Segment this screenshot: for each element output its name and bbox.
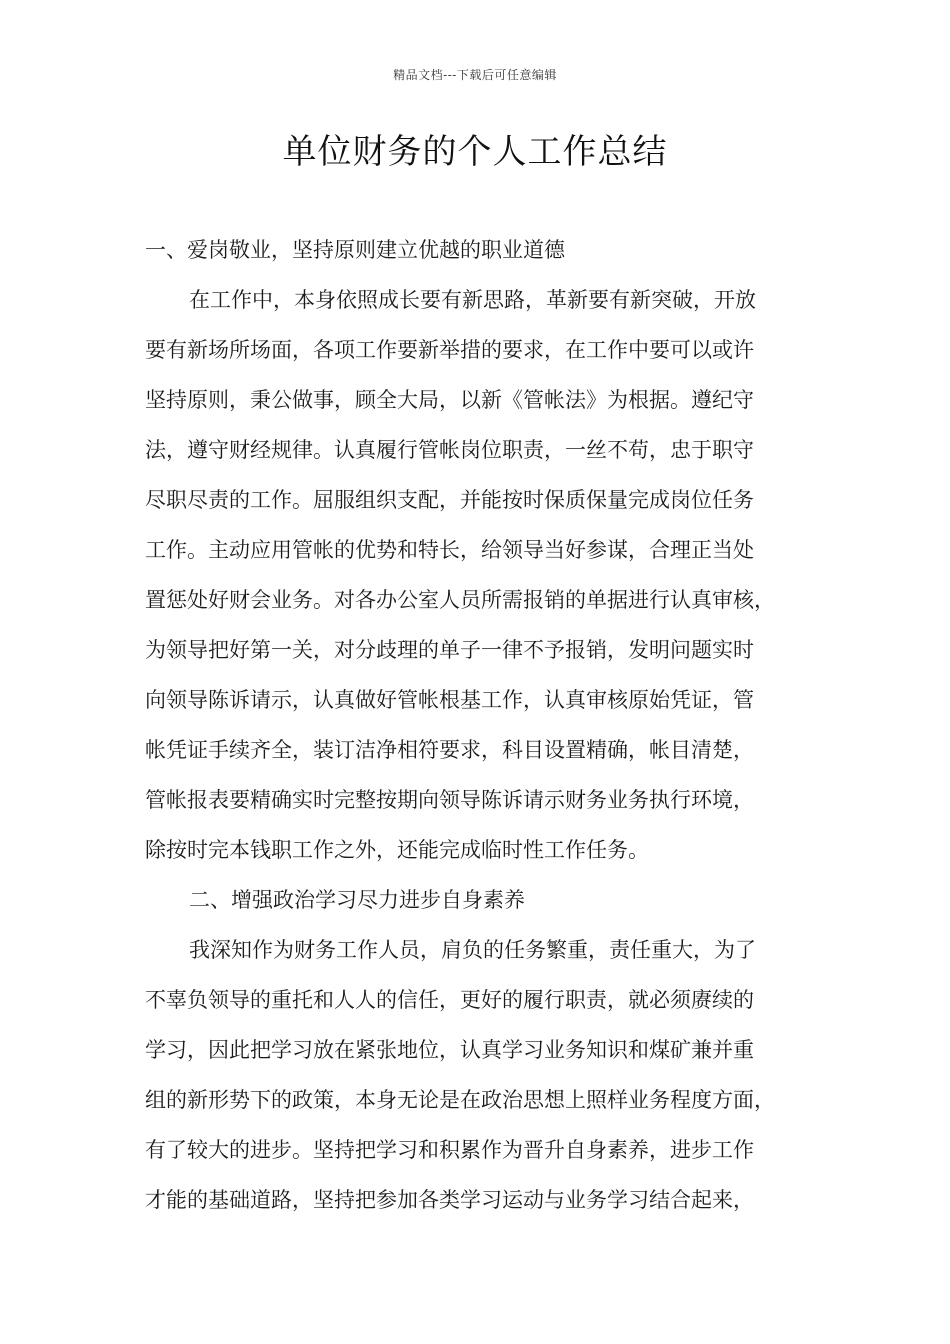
body-line: 要有新场所场面，各项工作要新举措的要求，在工作中要可以或许 [145, 338, 754, 362]
body-line: 尽职尽责的工作。屈服组织支配，并能按时保质保量完成岗位任务 [145, 488, 754, 512]
body-line: 二、增强政治学习尽力进步自身素养 [189, 888, 525, 912]
body-line: 组的新形势下的政策，本身无论是在政治思想上照样业务程度方面， [145, 1088, 775, 1112]
body-line: 帐凭证手续齐全，装订洁净相符要求，科目设置精确，帐目清楚， [145, 738, 754, 762]
body-line: 一、爱岗敬业，坚持原则建立优越的职业道德 [145, 238, 565, 262]
body-line: 工作。主动应用管帐的优势和特长，给领导当好参谋，合理正当处 [145, 538, 754, 562]
body-line: 才能的基础道路，坚持把参加各类学习运动与业务学习结合起来， [145, 1188, 754, 1212]
body-line: 不辜负领导的重托和人人的信任，更好的履行职责，就必须赓续的 [145, 988, 754, 1012]
body-line: 坚持原则，秉公做事，顾全大局，以新《管帐法》为根据。遵纪守 [145, 388, 754, 412]
body-line: 学习，因此把学习放在紧张地位，认真学习业务知识和煤矿兼并重 [145, 1038, 754, 1062]
body-line: 有了较大的进步。坚持把学习和积累作为晋升自身素养，进步工作 [145, 1138, 754, 1162]
body-line: 在工作中，本身依照成长要有新思路，革新要有新突破，开放 [189, 288, 756, 312]
header-note: 精品文档---下载后可任意编辑 [393, 68, 557, 82]
document-title: 单位财务的个人工作总结 [282, 132, 668, 172]
body-line: 为领导把好第一关，对分歧理的单子一律不予报销，发明问题实时 [145, 638, 754, 662]
body-line: 置惩处好财会业务。对各办公室人员所需报销的单据进行认真审核， [145, 588, 775, 612]
body-line: 除按时完本钱职工作之外，还能完成临时性工作任务。 [145, 838, 649, 862]
document-body [145, 225, 831, 1225]
body-line: 法，遵守财经规律。认真履行管帐岗位职责，一丝不苟，忠于职守 [145, 438, 754, 462]
body-line: 我深知作为财务工作人员，肩负的任务繁重，责任重大，为了 [189, 938, 756, 962]
body-line: 管帐报表要精确实时完整按期向领导陈诉请示财务业务执行环境， [145, 788, 754, 812]
body-line: 向领导陈诉请示，认真做好管帐根基工作，认真审核原始凭证，管 [145, 688, 754, 712]
